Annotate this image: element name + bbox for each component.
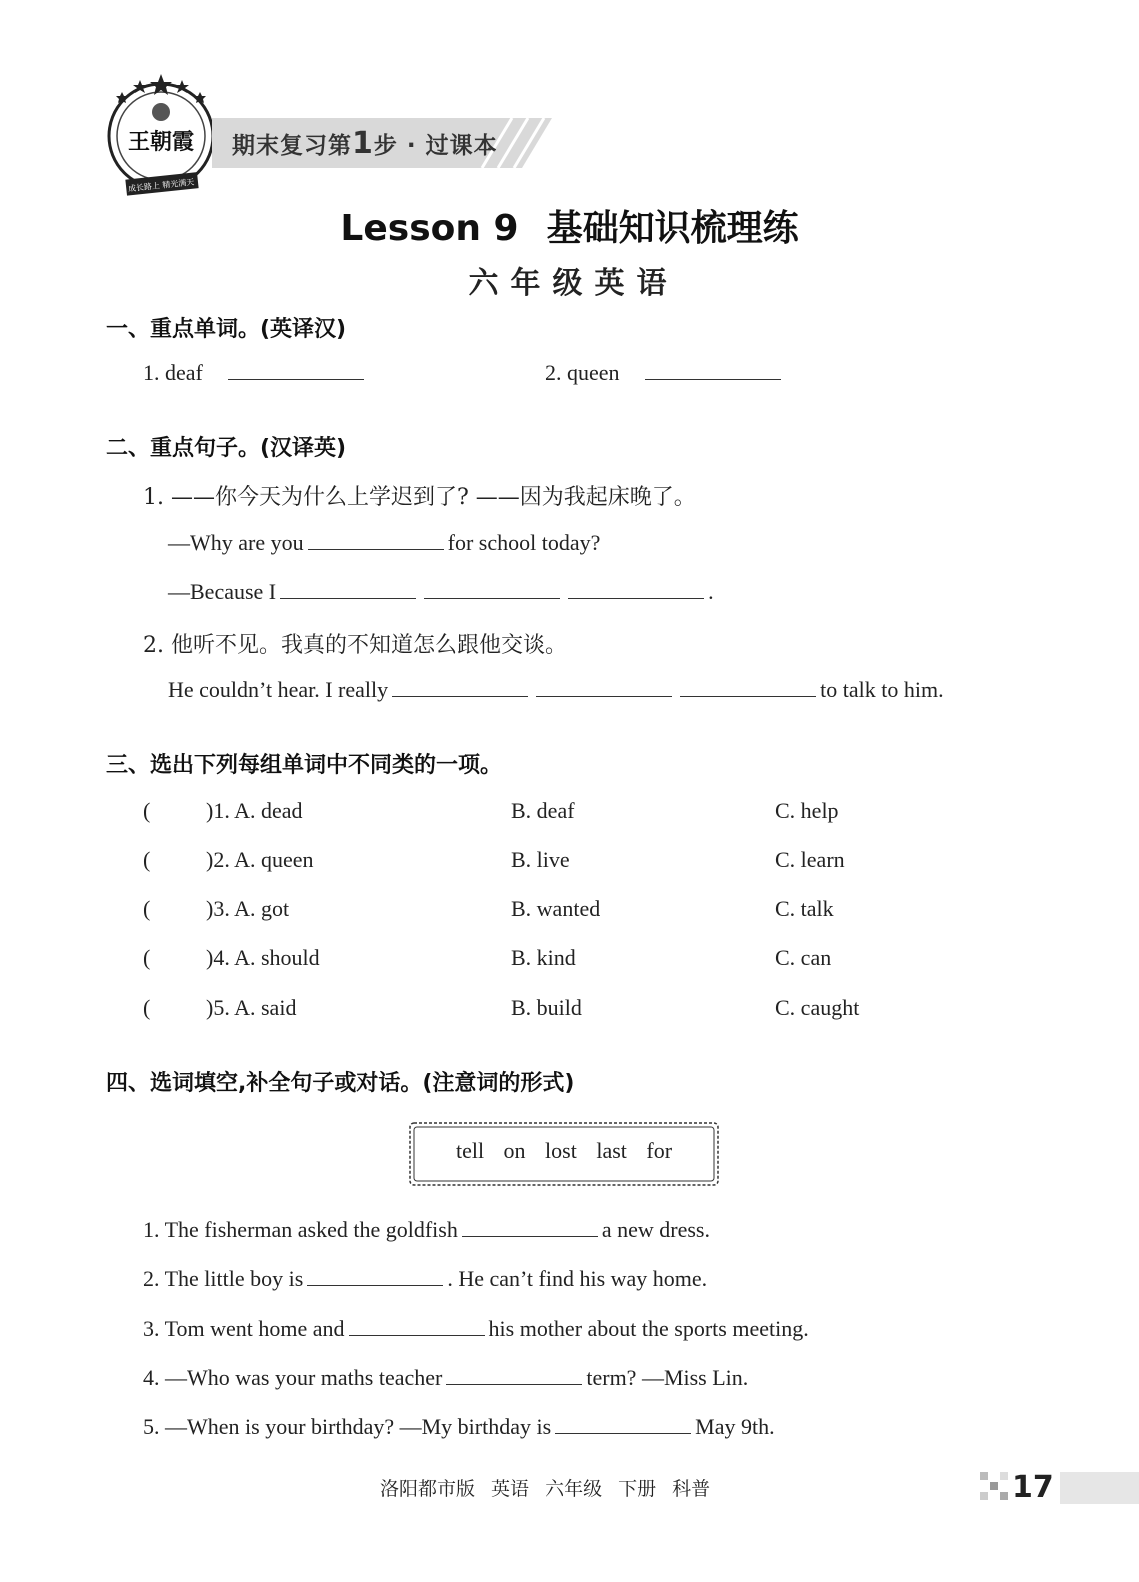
s3-option-a: )2. A. queen [206,847,314,872]
banner-text: 期末复习第1步 · 过课本 [232,126,498,161]
answer-blank[interactable] [392,695,528,697]
s3-option-c: C. caught [775,995,860,1020]
s3-row: ( [143,995,151,1020]
publisher-logo [104,72,218,200]
s3-row: ( [143,945,151,970]
answer-blank[interactable] [680,695,816,697]
s3-option-c: C. can [775,945,832,970]
s3-option-a: )3. A. got [206,896,290,921]
s3-row: ( [143,798,151,823]
s1-item-1: 1. deaf [143,360,368,386]
s3-option-c: C. learn [775,847,845,872]
s2-q1-line-a: —Why are you for school today? [168,530,601,555]
svg-text:成长路上 精光满天: 成长路上 精光满天 [127,177,195,194]
answer-blank[interactable] [462,1235,598,1237]
s3-option-c: C. talk [775,896,834,921]
answer-blank[interactable] [307,1284,443,1286]
footer-edition: 洛阳都市版 英语 六年级 下册 科普 [380,1478,711,1500]
answer-blank[interactable] [349,1334,485,1336]
s2-q2-chinese: 2. 他听不见。我真的不知道怎么跟他交谈。 [143,633,567,658]
section3-heading: 三、选出下列每组单词中不同类的一项。 [106,753,503,778]
page-subtitle: 六年级英语 [468,266,679,301]
s3-option-c: C. help [775,798,839,823]
s3-option-b: B. build [511,995,582,1020]
s3-row: ( [143,847,151,872]
s1-item-2: 2. queen [545,360,785,386]
s3-option-b: B. wanted [511,896,601,921]
answer-blank[interactable] [308,548,444,550]
answer-blank[interactable] [645,378,781,380]
s4-sentence-4: 4. —Who was your maths teacher term? —Miss Lin. [143,1365,749,1390]
s3-option-a: )4. A. should [206,945,320,970]
page-number: 17 [1012,1470,1054,1505]
logo-text: 王朝霞 [127,129,195,155]
answer-blank[interactable] [446,1383,582,1385]
s3-row: ( [143,896,151,921]
s2-q1-line-b: —Because I . [168,579,714,604]
pixel-decoration-icon [980,1472,1008,1504]
answer-blank[interactable] [228,378,364,380]
answer-blank[interactable] [568,597,704,599]
section2-heading: 二、重点句子。(汉译英) [106,436,347,461]
section4-heading: 四、选词填空,补全句子或对话。(注意词的形式) [106,1071,575,1096]
s3-option-b: B. kind [511,945,576,970]
s4-sentence-5: 5. —When is your birthday? —My birthday is May 9th. [143,1414,775,1439]
s3-option-b: B. live [511,847,570,872]
s2-q2-line: He couldn’t hear. I really to talk to him. [168,677,944,702]
s3-option-b: B. deaf [511,798,575,823]
s4-sentence-2: 2. The little boy is . He can’t find his way home. [143,1266,708,1291]
answer-blank[interactable] [555,1432,691,1434]
answer-blank[interactable] [424,597,560,599]
s4-sentence-3: 3. Tom went home and his mother about the sports meeting. [143,1316,809,1341]
section1-heading: 一、重点单词。(英译汉) [106,317,347,342]
s2-q1-chinese: 1. ——你今天为什么上学迟到了? ——因为我起床晚了。 [143,485,696,510]
s4-sentence-1: 1. The fisherman asked the goldfish a new dress. [143,1217,710,1242]
s3-option-a: )1. A. dead [206,798,303,823]
answer-blank[interactable] [280,597,416,599]
page-title: Lesson 9 基础知识梳理练 [340,208,799,249]
page-number-bar [1060,1472,1139,1504]
s3-option-a: )5. A. said [206,995,297,1020]
answer-blank[interactable] [536,695,672,697]
word-bank: tell on lost last for [455,1138,673,1163]
